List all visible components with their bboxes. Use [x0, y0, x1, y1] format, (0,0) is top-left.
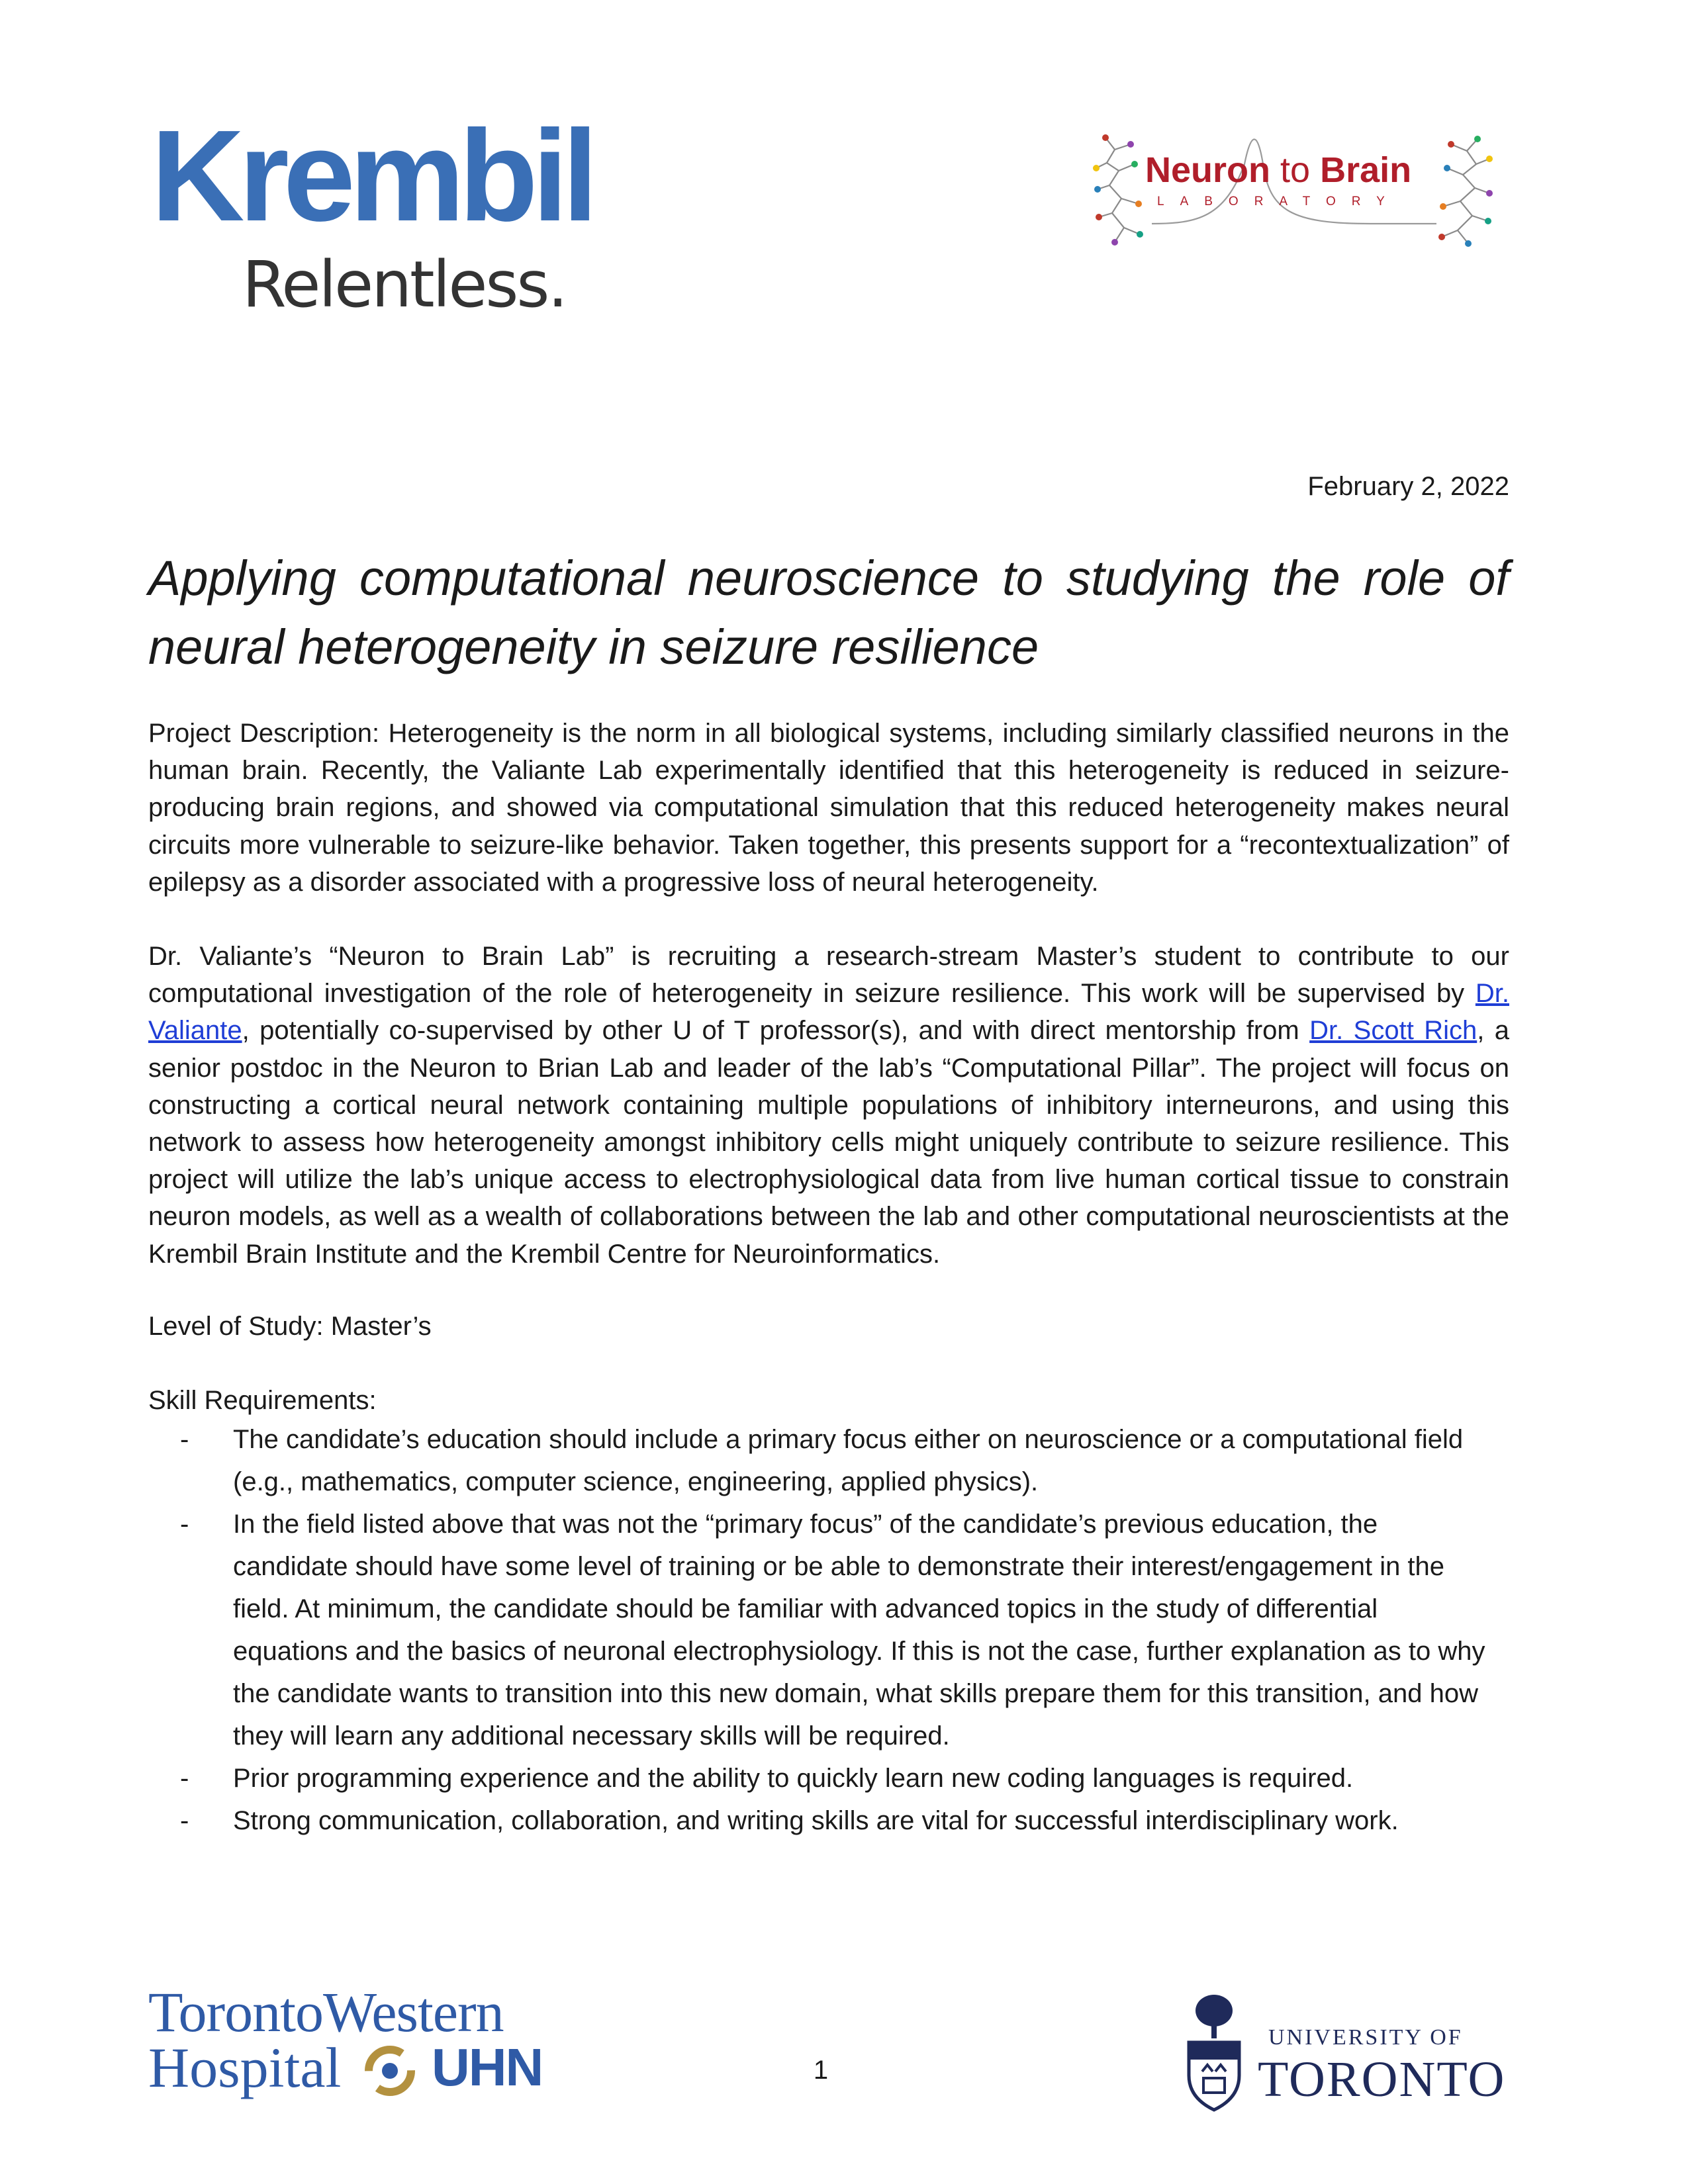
lab-logo-name-part1: Neuron: [1145, 150, 1270, 190]
list-item-text: The candidate’s education should include a primary focus either on neuroscience or a computational field (e.g., mathematics, computer science, engineering, applied physics).: [233, 1425, 1464, 1496]
skill-requirements-heading: Skill Requirements:: [148, 1386, 377, 1415]
page-number: 1: [813, 2056, 829, 2085]
uhn-logo-text: UHN: [432, 2038, 543, 2097]
lab-logo-name: [1145, 152, 1411, 188]
skill-requirements-list: [148, 1418, 1509, 1842]
level-of-study-value: Master’s: [330, 1312, 432, 1341]
uoft-logo-line1: UNIVERSITY OF: [1268, 2025, 1463, 2050]
krembil-logo-name: Krembil: [151, 103, 592, 248]
list-item: [148, 1757, 1509, 1799]
krembil-logo-tagline: Relentless.: [242, 248, 566, 322]
project-description-label: Project Description:: [148, 719, 380, 748]
list-item: [148, 1503, 1509, 1757]
list-item: [148, 1418, 1509, 1503]
recruitment-text-2: , potentially co-supervised by other U of T professor(s), and with direct mentorship from: [242, 1016, 1310, 1046]
bullet-dash: -: [180, 1425, 189, 1454]
lab-logo-name-part3: Brain: [1320, 150, 1412, 190]
twh-logo-line2: Hospital: [148, 2036, 342, 2099]
bullet-dash: -: [180, 1510, 189, 1539]
uoft-crest-icon: [1181, 1991, 1247, 2115]
list-item-text: Prior programming experience and the ability to quickly learn new coding languages is required.: [233, 1764, 1354, 1793]
document-title: Applying computational neuroscience to studying the role of neural heterogeneity in seizure resilience: [148, 551, 1509, 674]
lab-logo-subtitle: LABORATORY: [1157, 195, 1401, 208]
project-description-paragraph: [148, 715, 1509, 901]
list-item: [148, 1799, 1509, 1842]
document-date: February 2, 2022: [1307, 472, 1509, 501]
list-item-text: Strong communication, collaboration, and writing skills are vital for successful interdisciplinary work.: [233, 1806, 1399, 1835]
level-of-study-label: Level of Study:: [148, 1312, 324, 1341]
dr-scott-rich-link[interactable]: Dr. Scott Rich: [1309, 1016, 1477, 1046]
level-of-study: [148, 1308, 1509, 1345]
bullet-dash: -: [180, 1806, 189, 1835]
twh-logo-line1: TorontoWestern: [148, 1980, 504, 2044]
recruitment-lead: Dr. Valiante’s “Neuron to Brain Lab” is recruiting a research-stream Master’s student to contribute to our computational investigation of the role of heterogeneity in seizure resilience: [148, 942, 1509, 1009]
project-description-text: Heterogeneity is the norm in all biological systems, including similarly classified neurons in the human brain. Recently, the Valiante Lab experimentally identified that this heterogeneity is reduced in seizure-producing brain regions, and showed via computational simulation that this reduced heterogeneity makes neural circuits more vulnerable to seizure-like behavior. Taken together, this presents support for a “recontextualization” of epilepsy as a disorder associated with a progressive loss of neural heterogeneity.: [148, 719, 1509, 897]
recruitment-text-1: . This work will be supervised by: [1062, 979, 1476, 1009]
recruitment-text-3: , a senior postdoc in the Neuron to Brian Lab and leader of the lab’s “Computational Pillar”. The project will focus on constructing a cortical neural network containing multiple populations of inhibitory interneurons, and using this network to assess how heterogeneity amongst inhibitory cells might uniquely contribute to seizure resilience. This project will utilize the lab’s unique access to electrophysiological data from live human cortical tissue to constrain neuron models, as well as a wealth of collaborations between the lab and other computational neuroscientists at the Krembil Brain Institute and the Krembil Centre for Neuroinformatics.: [148, 1016, 1509, 1269]
bullet-dash: -: [180, 1764, 189, 1793]
list-item-text: In the field listed above that was not the “primary focus” of the candidate’s previous education, the candidate should have some level of training or be able to demonstrate their interest/engagement in the field. At minimum, the candidate should be familiar with advanced topics in the study of differential equations and the basics of neuronal electrophysiology. If this is not the case, further explanation as to why the candidate wants to transition into this new domain, what skills prepare them for this transition, and how they will learn any additional necessary skills will be required.: [233, 1510, 1485, 1751]
recruitment-paragraph: [148, 938, 1509, 1273]
uoft-logo-line2: TORONTO: [1258, 2052, 1506, 2107]
uhn-swirl-icon: [360, 2041, 420, 2101]
dr-valiante-link[interactable]: Dr. Valiante: [148, 979, 1509, 1046]
lab-logo-name-part2: to: [1280, 150, 1311, 190]
